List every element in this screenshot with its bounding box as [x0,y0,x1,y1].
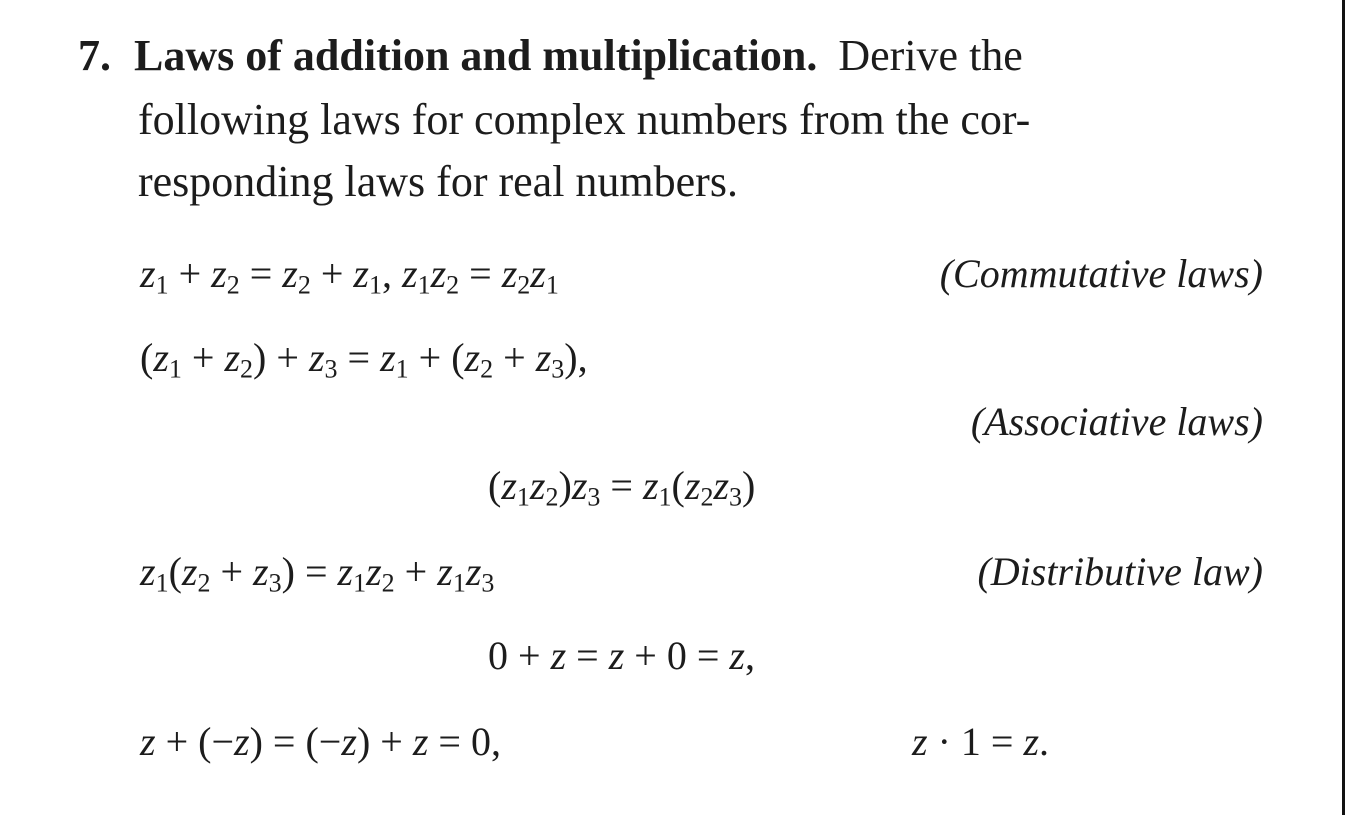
distributive-law-label: (Distributive law) [977,549,1263,594]
problem-intro-line-2: following laws for complex numbers from the cor- [138,95,1031,144]
associative-multiplication-equation: $(z_1z_2)z_3 = z_1(z_2z_3)$ [488,463,756,512]
additive-inverse-equation: z + (−z) = (−z) + z = 0, [140,719,501,764]
commutative-equations: $z_1 + z_2 = z_2 + z_1$, $z_1z_2 = z_2z_1$ [140,251,559,300]
distributive-equation: $z_1(z_2 + z_3) = z_1z_2 + z_1z_3$ [140,549,495,598]
problem-title: Laws of addition and multiplication. [134,31,818,80]
associative-laws-label: (Associative laws) [970,399,1263,444]
problem-intro-start: Derive the [838,31,1023,80]
multiplicative-identity-equation: z · 1 = z. [912,719,1050,764]
problem-number: 7. [78,31,111,80]
problem-intro-line-3: responding laws for real numbers. [138,157,738,206]
associative-addition-equation: $(z_1 + z_2) + z_3 = z_1 + (z_2 + z_3)$, [140,335,588,384]
commutative-laws-label: (Commutative laws) [939,251,1263,296]
additive-identity-equation: 0 + z = z + 0 = z, [488,633,755,678]
problem-heading [78,31,1023,80]
